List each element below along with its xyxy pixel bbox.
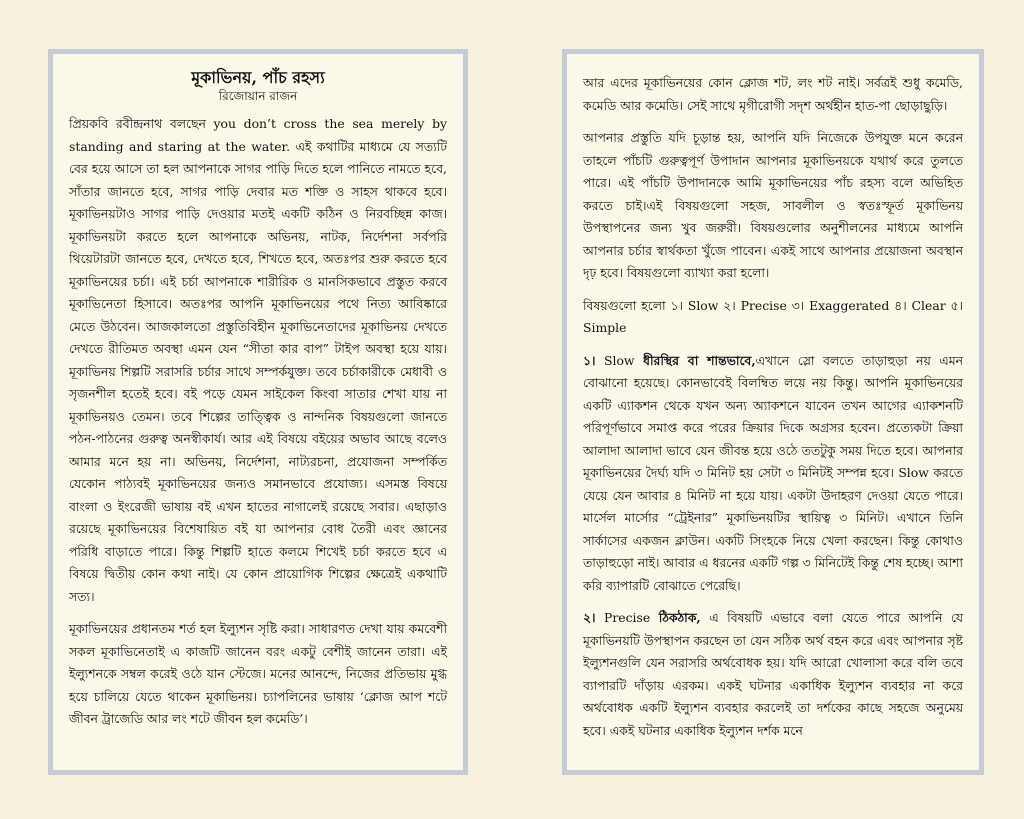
item-term: Precise: [604, 610, 651, 625]
article-title: মূকাভিনয়, পাঁচ রহস্য: [191, 68, 325, 87]
item-number: ২।: [583, 610, 596, 625]
left-paragraph-1: প্রিয়কবি রবীন্দ্রনাথ বলছেন you don’t cross the sea merely by standing and staring at the water. এই কথাটির মাধ্যমে যে সত্যটি বের হয়ে আসে তা হল আপনাকে সাগর পাড়ি দিতে হলে পানিতে নামতে হবে, সাঁতার জানতে হবে, সাগর পাড়ি দেবার মত শক্তি ও সাহস থাকবে হবে। মূকাভিনয়টাও সাগর পাড়ি দেওয়ার মতই একটি কঠিন ও নিরবচ্ছিন্ন কাজ। মূকাভিনয়টা করতে হলে আপনাকে অভিনয়, নাটক, নির্দেশনা সর্বপরি থিয়েটারটা জানতে হবে, দেখতে হবে, শিখতে হবে, অতঃপর শুরু করতে হবে মূকাভিনয়ের চর্চা। এই চর্চা আপনাকে শারীরিক ও মানসিকভাবে প্রস্তুত করবে মূকাভিনেতা হিসাবে। অতঃপর আপনি মূকাভিনয়ের পথে নিত্য আবিষ্কারে মেতে উঠবেন। আজকালতো প্রস্তুতিবিহীন মূকাভিনেতাদের মূকাভিনয় দেখতে দেখতে রীতিমত অবস্থা এমন যেন “সীতা কার বাপ” টাইপ অবস্থা হয়ে যায়। মূকাভিনয় শিল্পটি সরাসরি চর্চার সাথে সম্পর্কযুক্ত। তবে চর্চাকারীকে মেধাবী ও সৃজনশীল হতেই হবে। বই পড়ে যেমন সাইকেল কিংবা সাতার শেখা যায় না মূকাভিনয়ও তেমন। তবে শিল্পের তাত্ত্বিক ও নান্দনিক বিষয়গুলো জানতে পঠন-পাঠনের গুরুত্ব অনস্বীকার্য। আর এই বিষয়ে বইয়ের অভাব আছে বলেও আমার মনে হয় না। অভিনয়, নির্দেশনা, নাট্যরচনা, প্রযোজনা সম্পর্কিত যেকোন পাঠ্যবই মূকাভিনয়ের জন্যও সমানভাবে প্রযোজ্য। এসমস্ত বিষয়ে বাংলা ও ইংরেজী ভাষায় বই এখন হাতের নাগালেই রয়েছে সবার। এছাড়াও রয়েছে মূকাভিনয়ের বিশেষায়িত বই যা আপনার বোধ তৈরী এবং জ্ঞানের পরিধি বাড়াতে পারে। কিন্তু শিল্পটি হাতে কলমে শিখেই চর্চা করতে হবে এ বিষয়ে দ্বিতীয় কোন কথা নাই। যে কোন প্রায়োগিক শিল্পের ক্ষেত্রেই একথাটি সত্য।: [69, 116, 447, 604]
left-paragraph-2: মূকাভিনয়ের প্রধানতম শর্ত হল ইল্যুশন সৃষ্টি করা। সাধারণত দেখা যায় কমবেশী সকল মূকাভিনেতাই এ কাজটি জানেন বরং একটু বেশীই জানেন তারা। এই ইল্যুশনকে সম্বল করেই ওঠে যান স্টেজে। মনের আনন্দে, নিজের প্রতিভায় মুগ্ধ হয়ে চালিয়ে যেতে থাকেন মূকাভিনয়। চ্যাপলিনের ভাষায় ‘ক্লোজ আপ শটে জীবন ট্রাজেডি আর লং শটে জীবন হল কমেডি’।: [69, 621, 447, 726]
right-page: [562, 49, 984, 775]
item-number: ১।: [583, 352, 596, 368]
item-slow: [583, 350, 963, 598]
item-text: এখানে স্লো বলতে তাড়াহুড়া নয় এমন বোঝানো হয়েছে। কোনভাবেই বিলম্বিত লয়ে নয় কিন্তু। আপনি মূকাভিনয়ের একটি এ্যাকশন থেকে যখন অন্য অ্যাকশনে যাবেন তখন আগের এ্যাকশনটি পরিপূর্ণভাবে সমাপ্ত করে পরের ক্রিয়ার দিকে অগ্রসর হবেন। প্রত্যেকটা ক্রিয়া আলাদা আলাদা ভাবে যেন জীবন্ত হয়ে ওঠে ততটুকু সময় দিতে হবে। আপনার মূকাভিনয়ের দৈর্ঘ্য যদি ৩ মিনিট হয় সেটা ৩ মিনিটই সম্পন্ন হবে। Slow করতে যেয়ে যেন আবার ৪ মিনিট না হয়ে যায়। একটা উদাহরণ দেওয়া যেতে পারে। মার্সেল মার্সোর “ট্রেইনার” মূকাভিনয়টির স্থায়িত্ব ৩ মিনিট। এখানে তিনি সার্কাসের একজন ক্লাউন। একটি সিংহকে নিয়ে খেলা করছেন। কিন্তু কোথাও তাড়াহুড়ো নাই। আবার এ ধরনের একটি গল্প ৩ মিনিটেই কিন্তু শেষ হচ্ছে। আশা করি ব্যাপারটি বোঝাতে পেরেছি।: [583, 352, 963, 593]
article-author: রিজোয়ান রাজন: [218, 89, 298, 103]
right-paragraph-2: আপনার প্রস্তুতি যদি চূড়ান্ত হয়, আপনি যদি নিজেকে উপযুক্ত মনে করেন তাহলে পাঁচটি গুরুত্বপূর্ণ উপাদান আপনার মূকাভিনয়কে যথার্থ করে তুলতে পারে। এই পাঁচটি উপাদানকে আমি মূকাভিনয়ের পাঁচ রহস্য বলে অভিহিত করতে চাই।এই বিষয়গুলো সহজ, সাবলীল ও স্বতঃস্ফূর্ত মূকাভিনয় উপস্থাপনের জন্য খুব জরুরী। বিষয়গুলোর অনুশীলনের মাধ্যমে আপনি আপনার চর্চার স্বার্থকতা খুঁজে পাবেন। একই সাথে আপনার প্রয়োজনা অবস্থান দৃঢ় হবে। বিষয়গুলো ব্যাখ্যা করা হলো।: [583, 130, 963, 280]
item-term-bengali: ঠিকঠাক,: [658, 610, 701, 625]
topics-list: বিষয়গুলো হলো ১। Slow ২। Precise ৩। Exaggerated ৪। Clear ৫। Simple: [583, 297, 963, 335]
item-term-bengali: ধীরস্থির বা শান্তভাবে,: [643, 352, 756, 368]
right-paragraph-1: আর এদের মূকাভিনয়ের কোন ক্লোজ শট, লং শট নাই। সর্বত্রই শুধু কমেডি, কমেডি আর কমেডি। সেই সাথে মৃগীরোগী সদৃশ অর্থহীন হাত-পা ছোড়াছুড়ি।: [583, 75, 963, 113]
item-text: এ বিষয়টি এভাবে বলা যেতে পারে আপনি যে মূকাভিনয়টি উপস্থাপন করছেন তা যেন সঠিক অর্থ বহন করে এবং আপনার সৃষ্ট ইল্যুশনগুলি যেন সরাসরি অর্থবোধক হয়। যদি আরো খোলাসা করে বলি তবে ব্যাপারটি দাঁড়ায় এরকম। একই ঘটনার একাধিক ইল্যুশন ব্যবহার না করে অর্থবোধক একটি ইল্যুশন ব্যবহার করলেই তা দর্শকের কাছে সহজে অনুমেয় হবে। একই ঘটনার একাধিক ইল্যুশন দর্শক মনে: [583, 610, 963, 738]
item-precise: [583, 607, 963, 742]
left-page: [48, 49, 468, 775]
item-term: Slow: [604, 352, 635, 368]
